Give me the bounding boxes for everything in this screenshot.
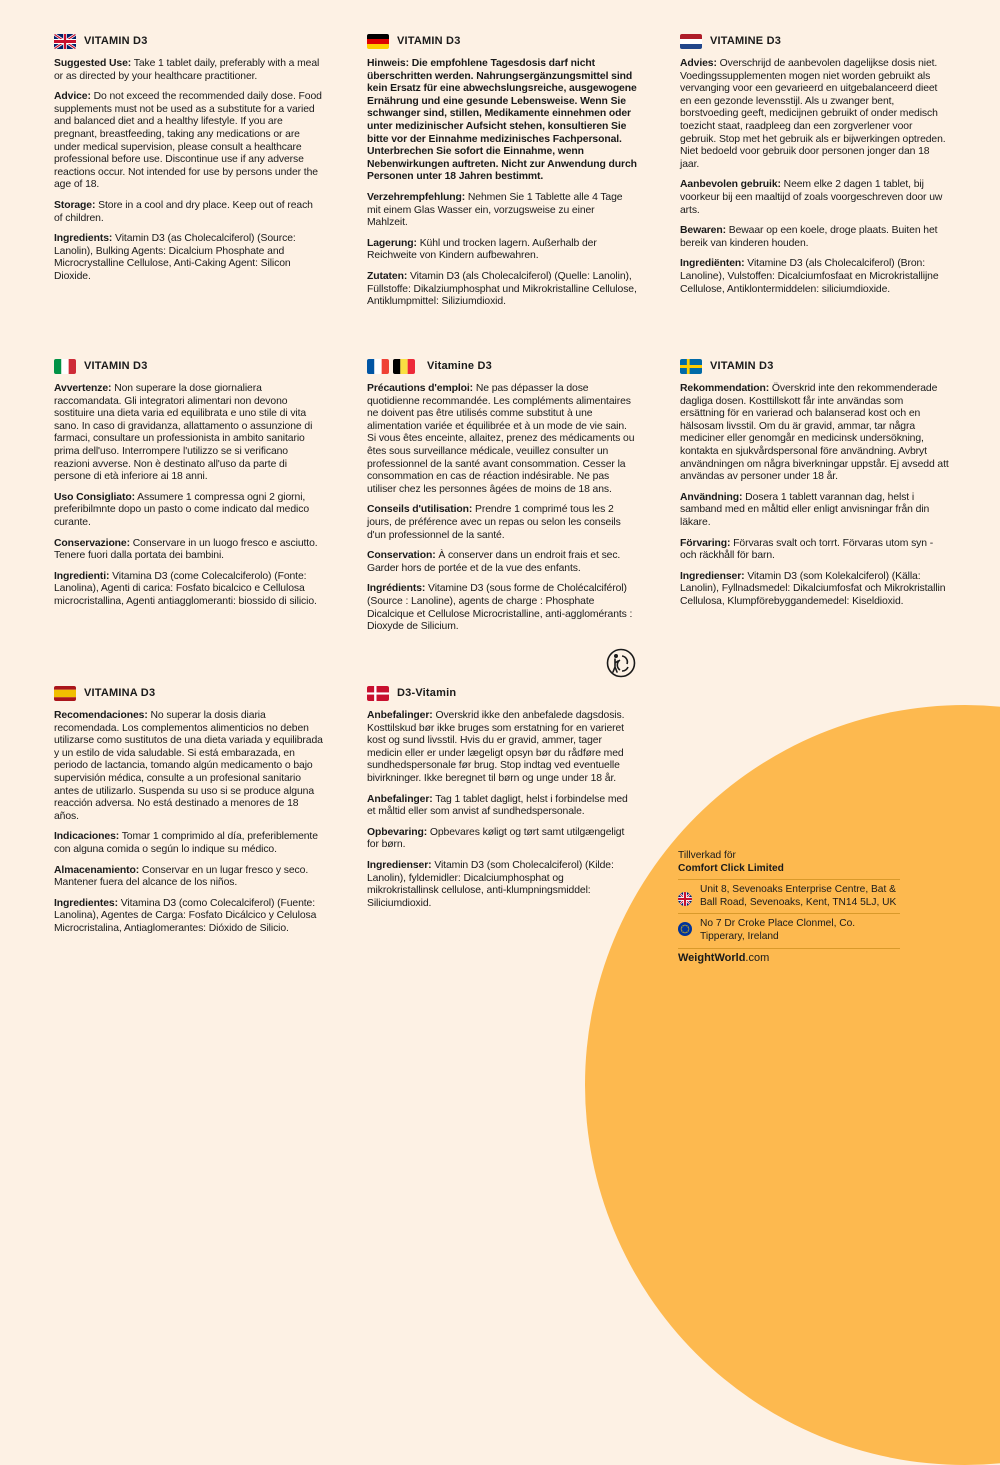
panel-it (54, 358, 324, 617)
france-flag-icon (367, 359, 389, 374)
germany-flag-icon (367, 34, 389, 49)
company-name: Comfort Click Limited (678, 862, 784, 874)
text-block: Indicaciones: Tomar 1 comprimido al día, preferiblemente con alguna comida o según lo indique su médico. (54, 831, 318, 855)
text-block: Ingrédients: Vitamine D3 (sous forme de Cholécalciférol) (Source : Lanoline), agents de charge : Phosphate Dicalcique et Cellulose Microcristalline, anti-agglomérants : Dioxyde de Silicium. (367, 583, 633, 633)
text-block: Almacenamiento: Conservar en un lugar fresco y seco. Mantener fuera del alcance de los niños. (54, 864, 309, 889)
text-block: Opbevaring: Opbevares køligt og tørt samt utilgængeligt for børn. (367, 826, 625, 851)
panel-title: D3-Vitamin (397, 686, 457, 699)
spain-flag-icon (54, 686, 76, 701)
uk-flag-icon (54, 34, 76, 49)
text-block: Advies: Overschrijd de aanbevolen dagelijkse dosis niet. Voedingssupplementen mogen niet worden gebruikt als vervanging voor een gevarieerd en uitgebalanceerd dieet en een gezonde levensstijl. Als u zwanger bent, borstvoeding geeft, medicijnen gebruikt of onder medisch toezicht staat, raadpleeg dan een zorgverlener voor gebruik. Stop met het gebruik als er bijwerkingen optreden. Niet bedoeld voor gebruik door personen jonger dan 18 jaar. (680, 58, 946, 170)
text-block: Användning: Dosera 1 tablett varannan dag, helst i samband med en måltid eller enligt anvisningar från din läkare. (680, 491, 930, 528)
brand-website[interactable] (678, 948, 900, 969)
text-block: Précautions d'emploi: Ne pas dépasser la dose quotidienne recommandée. Les compléments alimentaires ne doivent pas être utilisés comme substitut à une alimentation variée et équilibrée et à un mode de vie sain. Si vous êtes enceinte, allaitez, prenez des médicaments ou êtes sous surveillance médicale, veuillez consulter un professionnel de la santé avant consommation. Cesser la consommation en cas de réaction indésirable. Ne pas utiliser chez les personnes âgées de moins de 18 ans. (367, 383, 635, 495)
text-block: Ingredienser: Vitamin D3 (som Cholecalciferol) (Kilde: Lanolin), fyldemidler: Dicalciumphosphat og mikrokristallinsk cellulose, anti-klumpningsmiddel: Siliciumdioxid. (367, 859, 614, 909)
made-for-label: Tillverkad för (678, 850, 736, 861)
text-block: Recomendaciones: No superar la dosis diaria recomendada. Los complementos alimenticios no deben utilizarse como sustitutos de una dieta variada y equilibrada y un estilo de vida saludable. Si está embarazada, en periodo de lactancia, tomando algún medicamento o bajo supervisión médica, consulte a un profesional sanitario antes de utilizarlo. Suspenda su uso si se produce alguna reacción adversa. No está destinado a menores de 18 años. (54, 710, 323, 822)
panel-title: VITAMIN D3 (710, 359, 774, 372)
panel-de (367, 33, 637, 317)
text-block: Storage: Store in a cool and dry place. Keep out of reach of children. (54, 199, 313, 224)
panel-en (54, 33, 324, 292)
text-block: Uso Consigliato: Assumere 1 compressa ogni 2 giorni, preferibilmnte dopo un pasto o come indicato dal medico curante. (54, 491, 309, 528)
uk-flag-icon (678, 892, 692, 906)
text-block: Ingredienser: Vitamin D3 (som Kolekalciferol) (Källa: Lanolin), Fyllnadsmedel: Dikalciumfosfat och Mikrokristallin Cellulosa, Klumpförebyggandemedel: Kiseldioxid. (680, 570, 946, 607)
panel-title: VITAMIN D3 (84, 34, 148, 47)
eu-flag-icon (678, 922, 692, 936)
brand-suffix: .com (745, 951, 770, 964)
sweden-flag-icon (680, 359, 702, 374)
panel-fr (367, 358, 637, 642)
text-block: Suggested Use: Take 1 tablet daily, preferably with a meal or as directed by your healthcare practitioner. (54, 58, 320, 82)
decorative-circle (585, 705, 1000, 1465)
denmark-flag-icon (367, 686, 389, 701)
uk-address-row (678, 879, 900, 913)
panel-title: VITAMINE D3 (710, 34, 782, 47)
text-block: Förvaring: Förvaras svalt och torrt. Förvaras utom syn - och räckhåll för barn. (680, 537, 934, 562)
italy-flag-icon (54, 359, 76, 374)
belgium-flag-icon (393, 359, 415, 374)
manufacturer-info (678, 850, 900, 968)
text-block: Conservazione: Conservare in un luogo fresco e asciutto. Tenere fuori dalla portata dei bambini. (54, 537, 318, 562)
text-block: Lagerung: Kühl und trocken lagern. Außerhalb der Reichweite von Kindern aufbewahren. (367, 237, 597, 262)
text-block: Conservation: À conserver dans un endroit frais et sec. Garder hors de portée et de la vue des enfants. (367, 550, 621, 574)
text-block: Conseils d'utilisation: Prendre 1 comprimé tous les 2 jours, de préférence avec un repas ou selon les conseils d'un professionnel de la santé. (367, 504, 621, 541)
text-block: Rekommendation: Överskrid inte den rekommenderade dagliga dosen. Kosttillskott får inte användas som ersättning för en varierad och balanserad kost och en hälsosam livsstil. Om du är gravid, ammar, tar några mediciner eller genomgår en medicinsk undersökning, kontakta en sjukvårdspersonal före användning. Avbryt användningen om några biverkningar uppstår. Ej avsedd att användas av personer under 18 år. (680, 383, 949, 483)
text-block: Ingredienti: Vitamina D3 (come Colecalciferolo) (Fonte: Lanolina), Agenti di carica: Fosfato bicalcico e Cellulosa microcristallina, Agenti antiagglomeranti: biossido di silicio. (54, 570, 317, 607)
text-block: Avvertenze: Non superare la dose giornaliera raccomandata. Gli integratori alimentari non devono sostituire una dieta varia ed equilibrata e uno stile di vita sano. In caso di gravidanza, allattamento o assunzione di farmaci, consultare un professionista in ambito sanitario prima dell'uso. Interrompere l'utilizzo se si verificano reazioni avverse. Non è destinato all'uso da parte di persone di età inferiore ai 18 anni. (54, 383, 313, 483)
eu-address: No 7 Dr Croke Place Clonmel, Co. Tipperary, Ireland (700, 918, 856, 942)
panel-title: VITAMINA D3 (84, 686, 156, 699)
text-block: Ingrediënten: Vitamine D3 (als Cholecalciferol) (Bron: Lanoline), Vulstoffen: Dicalciumfosfaat en Microkristallijne Cellulose, Antiklontermiddelen: siliciumdioxide. (680, 258, 939, 295)
netherlands-flag-icon (680, 34, 702, 49)
eu-address-row (678, 913, 900, 947)
text-block: Ingredients: Vitamin D3 (as Cholecalciferol) (Source: Lanolin), Bulking Agents: Dicalcium Phosphate and Microcrystalline Cellulose, Anti-Caking Agent: Silicon Dioxide. (54, 233, 296, 282)
panel-title: VITAMIN D3 (397, 34, 461, 47)
uk-address: Unit 8, Sevenoaks Enterprise Centre, Bat & Ball Road, Sevenoaks, Kent, TN14 5LJ, UK (700, 884, 897, 908)
text-block: Bewaren: Bewaar op een koele, droge plaats. Buiten het bereik van kinderen houden. (680, 225, 938, 249)
panel-title: VITAMIN D3 (84, 359, 148, 372)
panel-es (54, 685, 324, 944)
text-block: Anbefalinger: Overskrid ikke den anbefalede dagsdosis. Kosttilskud bør ikke bruges som erstatning for en varieret kost og sund livsstil. Hvis du er gravid, ammer, tager medicin eller er under lægeligt opsyn bør du rådføre med sundhedspersonale før brug. Stop indtag ved eventuelle bivirkninger. Ikke beregnet til børn og unge under 18 år. (367, 710, 625, 784)
text-block: Verzehrempfehlung: Nehmen Sie 1 Tablette alle 4 Tage mit einem Glas Wasser ein, vorzugsweise zu einer Mahlzeit. (367, 191, 623, 229)
text-block: Anbefalinger: Tag 1 tablet dagligt, helst i forbindelse med et måltid eller som anvist af sundhedspersonale. (367, 793, 628, 818)
text-block: Advice: Do not exceed the recommended daily dose. Food supplements must not be used as a substitute for a varied and balanced diet and a healthy lifestyle. If you are pregnant, breastfeeding, taking any medications or are under medical supervision, please consult a healthcare professional before use. Discontinue use if any adverse reactions occur. Not intended for use by persons under the age of 18. (54, 91, 322, 191)
panel-title: Vitamine D3 (427, 359, 492, 372)
brand-name: WeightWorld (678, 951, 746, 964)
text-block: Ingredientes: Vitamina D3 (como Colecalciferol) (Fuente: Lanolina), Agentes de Carga: Fosfato Dicálcico y Celulosa Microcristalina, Antiaglomerantes: Dióxido de Silicio. (54, 897, 317, 934)
panel-nl (680, 33, 950, 304)
text-block: Hinweis: Die empfohlene Tagesdosis darf nicht überschritten werden. Nahrungsergänzungsmittel sind kein Ersatz für eine abwechslungsreiche, ausgewogene Ernährung und eine gesunde Lebensweise. Wenn Sie schwanger sind, stillen, Medikamente einnehmen oder unter medizinischer Aufsicht stehen, konsultieren Sie bitte vor der Einnahme medizinisches Fachpersonal. Unterbrechen Sie sofort die Einnahme, wenn Nebenwirkungen auftreten. Nicht zur Anwendung durch Personen unter 18 Jahren bestimmt. (367, 58, 637, 183)
panel-dk (367, 685, 637, 918)
text-block: Aanbevolen gebruik: Neem elke 2 dagen 1 tablet, bij voorkeur bij een maaltijd of zoals voorgeschreven door uw arts. (680, 179, 943, 216)
triman-recycling-icon (606, 648, 636, 678)
text-block: Zutaten: Vitamin D3 (als Cholecalciferol) (Quelle: Lanolin), Füllstoffe: Dikalziumphosphat und Mikrokristalline Cellulose, Antiklumpmittel: Siliziumdioxid. (367, 270, 637, 308)
panel-se (680, 358, 950, 617)
